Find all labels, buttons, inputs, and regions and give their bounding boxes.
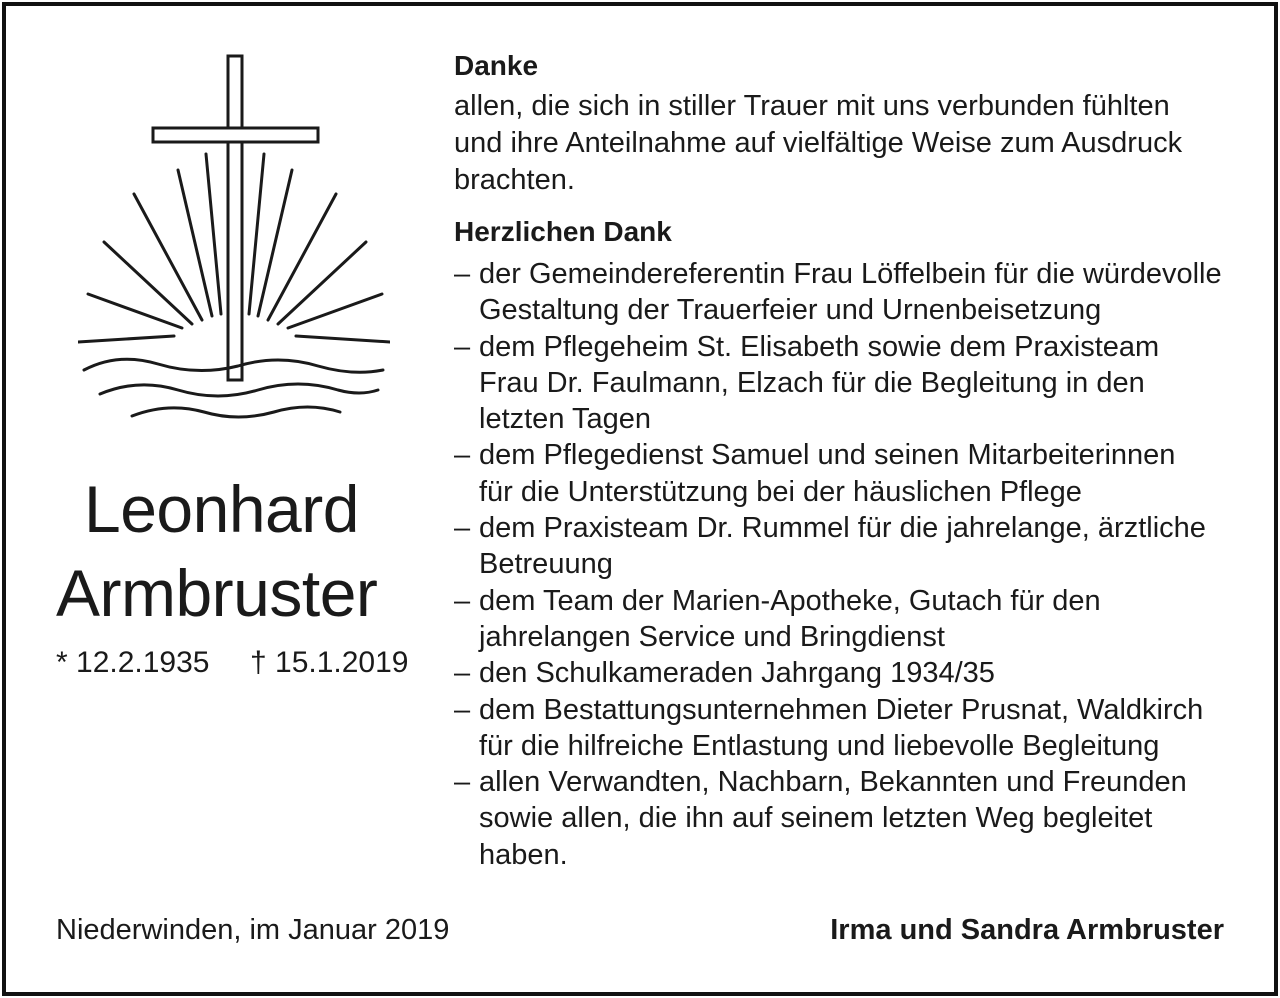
thanks-list-item [454,329,1222,438]
dash-bullet: – [454,584,471,617]
thanks-item-line: allen Verwandten, Nachbarn, Bekannten und Freunden [479,766,1187,799]
thanks-item-line: dem Team der Marien-Apotheke, Gutach für den [479,584,1101,617]
thanks-item-line: für die Unterstützung bei der häuslichen Pflege [479,475,1082,508]
deceased-first-name: Leonhard [84,472,359,546]
dash-bullet: – [454,766,471,799]
danke-line: und ihre Anteilnahme auf vielfältige Weise zum Ausdruck [454,127,1183,159]
thanks-list-item [454,692,1222,765]
thanks-item-line: Betreuung [479,548,613,581]
danke-text [454,88,1254,199]
thanks-item-line: der Gemeindereferentin Frau Löffelbein für die würdevolle [479,258,1222,290]
thanks-item-line: dem Pflegedienst Samuel und seinen Mitarbeiterinnen [479,439,1176,472]
thanks-list-item [454,655,1222,691]
thanks-item-line: letzten Tagen [479,403,651,436]
thanks-list-item [454,764,1222,873]
herzlichen-dank-heading: Herzlichen Dank [454,216,672,247]
thanks-list-item [454,437,1222,510]
cross-sunrise-water-icon [78,52,390,432]
dash-bullet: – [454,512,471,545]
thanks-item-line: Gestaltung der Trauerfeier und Urnenbeisetzung [479,294,1102,327]
dash-bullet: – [454,657,471,690]
place-date: Niederwinden, im Januar 2019 [56,914,450,946]
thanks-list-item [454,583,1222,656]
thanks-item-line: dem Pflegeheim St. Elisabeth sowie dem Praxisteam [479,330,1160,363]
thanks-item-line: dem Bestattungsunternehmen Dieter Prusnat, Waldkirch [479,693,1204,726]
signature: Irma und Sandra Armbruster [830,914,1224,946]
thanks-list-item [454,510,1222,583]
birth-date: * 12.2.1935 [56,646,210,679]
thanks-item-line: für die hilfreiche Entlastung und liebevolle Begleitung [479,729,1160,762]
dash-bullet: – [454,439,471,472]
thanks-item-line: jahrelangen Service und Bringdienst [479,620,945,653]
dash-bullet: – [454,258,471,290]
dash-bullet: – [454,693,471,726]
death-date: † 15.1.2019 [250,646,409,679]
danke-line: brachten. [454,164,575,196]
thanks-item-line: dem Praxisteam Dr. Rummel für die jahrelange, ärztliche [479,512,1206,545]
deceased-last-name: Armbruster [56,556,378,630]
thanks-item-line: sowie allen, die ihn auf seinem letzten Weg begleitet [479,802,1153,835]
thanks-list-item [454,256,1222,329]
thanks-item-line: Frau Dr. Faulmann, Elzach für die Begleitung in den [479,366,1145,399]
thanks-item-line: den Schulkameraden Jahrgang 1934/35 [479,657,995,690]
danke-line: allen, die sich in stiller Trauer mit uns verbunden fühlten [454,90,1170,122]
danke-heading: Danke [454,50,539,81]
thanks-item-line: haben. [479,838,568,871]
dash-bullet: – [454,330,471,363]
thanks-list [454,256,1222,873]
